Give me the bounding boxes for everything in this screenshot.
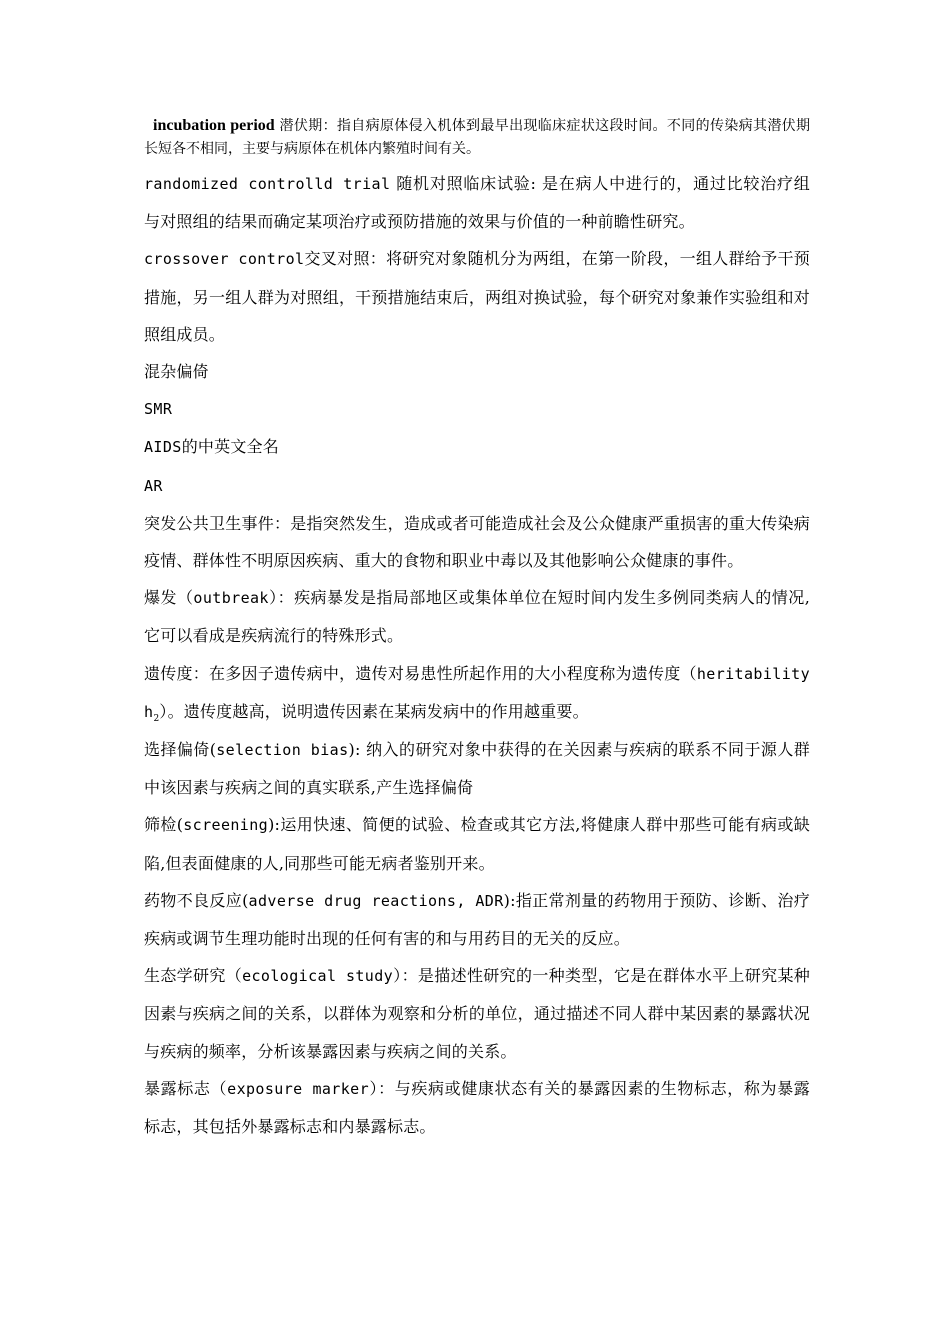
definition-text: ):指正常剂量的药物用于预防、诊断、治疗疾病或调节生理功能时出现的任何有害的和与用药目的无关的反应。 bbox=[144, 890, 810, 949]
definition-text: ):运用快速、简便的试验、检查或其它方法,将健康人群中那些可能有病或缺陷,但表面健康的人,同那些可能无病者鉴别开来。 bbox=[144, 815, 810, 873]
prefix-text: 遗传度：在多因子遗传病中，遗传对易患性所起作用的大小程度称为遗传度（ bbox=[144, 663, 697, 683]
prefix-text: 暴露标志（ bbox=[144, 1078, 228, 1098]
definition-text: 交叉对照：将研究对象随机分为两组，在第一阶段，一组人群给予干预措施，另一组人群为对照组，干预措施结束后，两组对换试验，每个研究对象兼作实验组和对照组成员。 bbox=[144, 249, 810, 344]
definition-text: 潜伏期：指自病原体侵入机体到最早出现临床症状这段时间。不同的传染病其潜伏期长短各不相同，主要与病原体在机体内繁殖时间有关。 bbox=[144, 118, 811, 157]
paragraph-screening bbox=[144, 806, 810, 881]
paragraph-ar bbox=[144, 467, 810, 505]
paragraph-smr bbox=[144, 390, 810, 428]
definition-text: ）。遗传度越高，说明遗传因素在某病发病中的作用越重要。 bbox=[159, 701, 589, 721]
term-incubation-period: incubation period bbox=[153, 117, 275, 134]
prefix-text: 选择偏倚( bbox=[144, 740, 217, 760]
definition-text: ）：与疾病或健康状态有关的暴露因素的生物标志，称为暴露标志，其包括外暴露标志和内暴露标志。 bbox=[144, 1078, 810, 1137]
term-heritability: heritability h bbox=[144, 664, 810, 721]
paragraph-crossover-control bbox=[144, 240, 810, 353]
paragraph-selection-bias bbox=[144, 731, 810, 806]
document-body bbox=[144, 114, 810, 1145]
definition-text: ）：疾病暴发是指局部地区或集体单位在短时间内发生多例同类病人的情况,它可以看成是疾病流行的特殊形式。 bbox=[144, 588, 810, 646]
prefix-text: 生态学研究（ bbox=[144, 966, 243, 986]
paragraph-aids bbox=[144, 428, 810, 466]
term-randomized-trial: randomized controlld trial bbox=[144, 175, 391, 193]
term-adr: adverse drug reactions, ADR bbox=[248, 891, 504, 910]
paragraph-randomized-trial bbox=[144, 165, 810, 240]
paragraph-ecological-study bbox=[144, 957, 810, 1070]
term-outbreak: outbreak bbox=[193, 589, 269, 608]
paragraph-incubation-period bbox=[144, 114, 810, 161]
term-ecological-study: ecological study bbox=[242, 967, 394, 986]
definition-text: ): 纳入的研究对象中获得的在关因素与疾病的联系不同于源人群中该因素与疾病之间的真实联系,产生选择偏倚 bbox=[144, 740, 810, 798]
paragraph-confounding-bias bbox=[144, 353, 810, 390]
paragraph-exposure-marker bbox=[144, 1070, 810, 1145]
term-screening: screening bbox=[183, 816, 269, 835]
paragraph-public-health-emergency bbox=[144, 505, 810, 579]
paragraph-heritability bbox=[144, 655, 810, 731]
term-selection-bias: selection bias bbox=[216, 741, 349, 760]
term-aids: AIDS bbox=[144, 438, 182, 457]
definition-text: 随机对照临床试验: 是在病人中进行的，通过比较治疗组与对照组的结果而确定某项治疗或预防措施的效果与价值的一种前瞻性研究。 bbox=[144, 174, 810, 232]
definition-text: ）：是描述性研究的一种类型，它是在群体水平上研究某种因素与疾病之间的关系，以群体为观察和分析的单位，通过描述不同人群中某因素的暴露状况与疾病的频率，分析该暴露因素与疾病之间的关系。 bbox=[144, 966, 811, 1061]
heading-text: AR bbox=[144, 476, 163, 495]
prefix-text: 筛检( bbox=[144, 815, 184, 835]
heading-text: SMR bbox=[144, 400, 173, 419]
subscript-text: 2 bbox=[153, 714, 160, 725]
definition-text: 突发公共卫生事件：是指突然发生，造成或者可能造成社会及公众健康严重损害的重大传染病疫情、群体性不明原因疾病、重大的食物和职业中毒以及其他影响公众健康的事件。 bbox=[144, 513, 810, 571]
paragraph-adverse-drug-reactions bbox=[144, 882, 810, 957]
heading-text: 的中英文全名 bbox=[181, 437, 279, 457]
prefix-text: 爆发（ bbox=[144, 588, 194, 608]
paragraph-outbreak bbox=[144, 579, 810, 654]
term-crossover-control: crossover control bbox=[144, 250, 305, 269]
heading-text: 混杂偏倚 bbox=[144, 362, 209, 382]
term-exposure-marker: exposure marker bbox=[227, 1079, 370, 1098]
prefix-text: 药物不良反应( bbox=[144, 890, 249, 910]
